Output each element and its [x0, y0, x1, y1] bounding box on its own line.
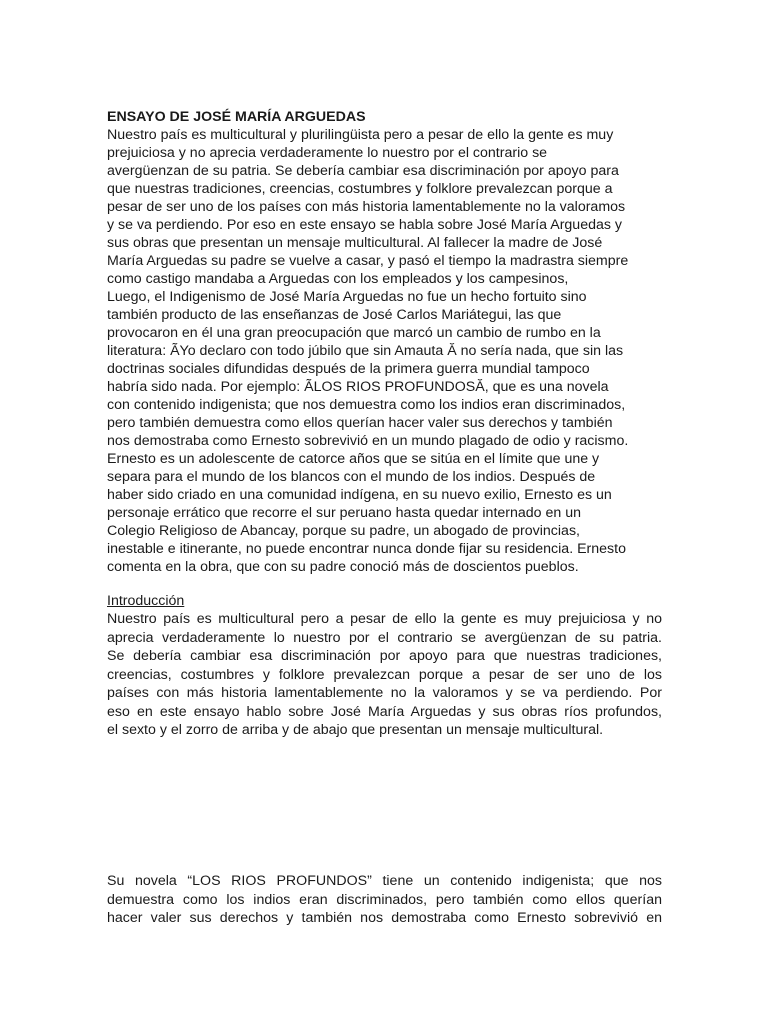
text-line: personaje errático que recorre el sur peruano hasta quedar internado en un — [107, 505, 582, 521]
text-line: Colegio Religioso de Abancay, porque su padre, un abogado de provincias, — [107, 523, 580, 539]
text-line: haber sido criado en una comunidad indígena, en su nuevo exilio, Ernesto es un — [107, 487, 612, 503]
text-line: sus obras que presentan un mensaje multicultural. Al fallecer la madre de José — [107, 235, 603, 251]
text-line: prejuiciosa y no aprecia verdaderamente lo nuestro por el contrario se — [107, 145, 548, 161]
text-line: provocaron en él una gran preocupación que marcó un cambio de rumbo en la — [107, 325, 601, 341]
text-line: pero también demuestra como ellos querían hacer valer sus derechos y también — [107, 415, 613, 431]
document-page — [107, 108, 662, 740]
novela-paragraph — [107, 872, 662, 928]
text-line: Nuestro país es multicultural y plurilingüista pero a pesar de ello la gente es muy — [107, 127, 614, 143]
text-line: Ernesto es un adolescente de catorce años que se sitúa en el límite que une y — [107, 451, 600, 467]
text-line: que nuestras tradiciones, creencias, costumbres y folklore prevalezcan porque a — [107, 181, 613, 197]
text-line: comenta en la obra, que con su padre conoció más de doscientos pueblos. — [107, 559, 579, 575]
text-line: eso en este ensayo hablo sobre José María Arguedas y sus obras ríos profundos, — [107, 703, 662, 720]
text-line: con contenido indigenista; que nos demuestra como los indios eran discriminados, — [107, 397, 626, 413]
text-line: demuestra como los indios eran discriminados, pero también como ellos querían — [107, 891, 662, 908]
text-line: hacer valer sus derechos y también nos demostraba como Ernesto sobrevivió en — [107, 910, 662, 926]
text-line: Su novela “LOS RIOS PROFUNDOS” tiene un contenido indigenista; que nos — [107, 873, 662, 889]
intro-paragraph — [107, 126, 662, 576]
text-line: como castigo mandaba a Arguedas con los empleados y los campesinos, — [107, 271, 569, 287]
text-line: nos demostraba como Ernesto sobrevivió en un mundo plagado de odio y racismo. — [107, 433, 629, 449]
text-line: inestable e itinerante, no puede encontrar nunca donde fijar su residencia. Ernesto — [107, 541, 626, 557]
text-line: Se debería cambiar esa discriminación por apoyo para que nuestras tradiciones, — [107, 648, 662, 664]
text-line: Nuestro país es multicultural pero a pesar de ello la gente es muy prejuiciosa y no — [107, 611, 662, 627]
text-line: países con más historia lamentablemente no la valoramos y se va perdiendo. Por — [107, 685, 662, 701]
text-line: aprecia verdaderamente lo nuestro por el contrario se avergüenzan de su patria. — [107, 629, 662, 646]
text-line: doctrinas sociales difundidas después de la primera guerra mundial tampoco — [107, 361, 590, 377]
text-line: también producto de las enseñanzas de José Carlos Mariátegui, las que — [107, 307, 562, 323]
text-line: habría sido nada. Por ejemplo: ÃLOS RIOS PROFUNDOSĂ, que es una novela — [107, 379, 609, 395]
text-line: avergüenzan de su patria. Se debería cambiar esa discriminación por apoyo para — [107, 163, 619, 179]
text-line: el sexto y el zorro de arriba y de abajo que presentan un mensaje multicultural. — [107, 722, 604, 738]
text-line: separa para el mundo de los blancos con el mundo de los indios. Después de — [107, 469, 596, 485]
text-line: literatura: ÃYo declaro con todo júbilo que sin Amauta Ă no sería nada, que sin las — [107, 343, 624, 359]
text-line: creencias, costumbres y folklore prevalezcan porque a pesar de ser uno de los — [107, 666, 662, 683]
introduccion-paragraph — [107, 610, 662, 740]
text-line: pesar de ser uno de los países con más historia lamentablemente no la valoramos — [107, 199, 626, 215]
text-line: Luego, el Indigenismo de José María Arguedas no fue un hecho fortuito sino — [107, 289, 587, 305]
text-line: María Arguedas su padre se vuelve a casar, y pasó el tiempo la madrastra siempre — [107, 253, 629, 269]
document-title: ENSAYO DE JOSÉ MARÍA ARGUEDAS — [107, 109, 366, 125]
text-line: y se va perdiendo. Por eso en este ensayo se habla sobre José María Arguedas y — [107, 217, 623, 233]
section-heading-introduccion: Introducción — [107, 593, 185, 609]
